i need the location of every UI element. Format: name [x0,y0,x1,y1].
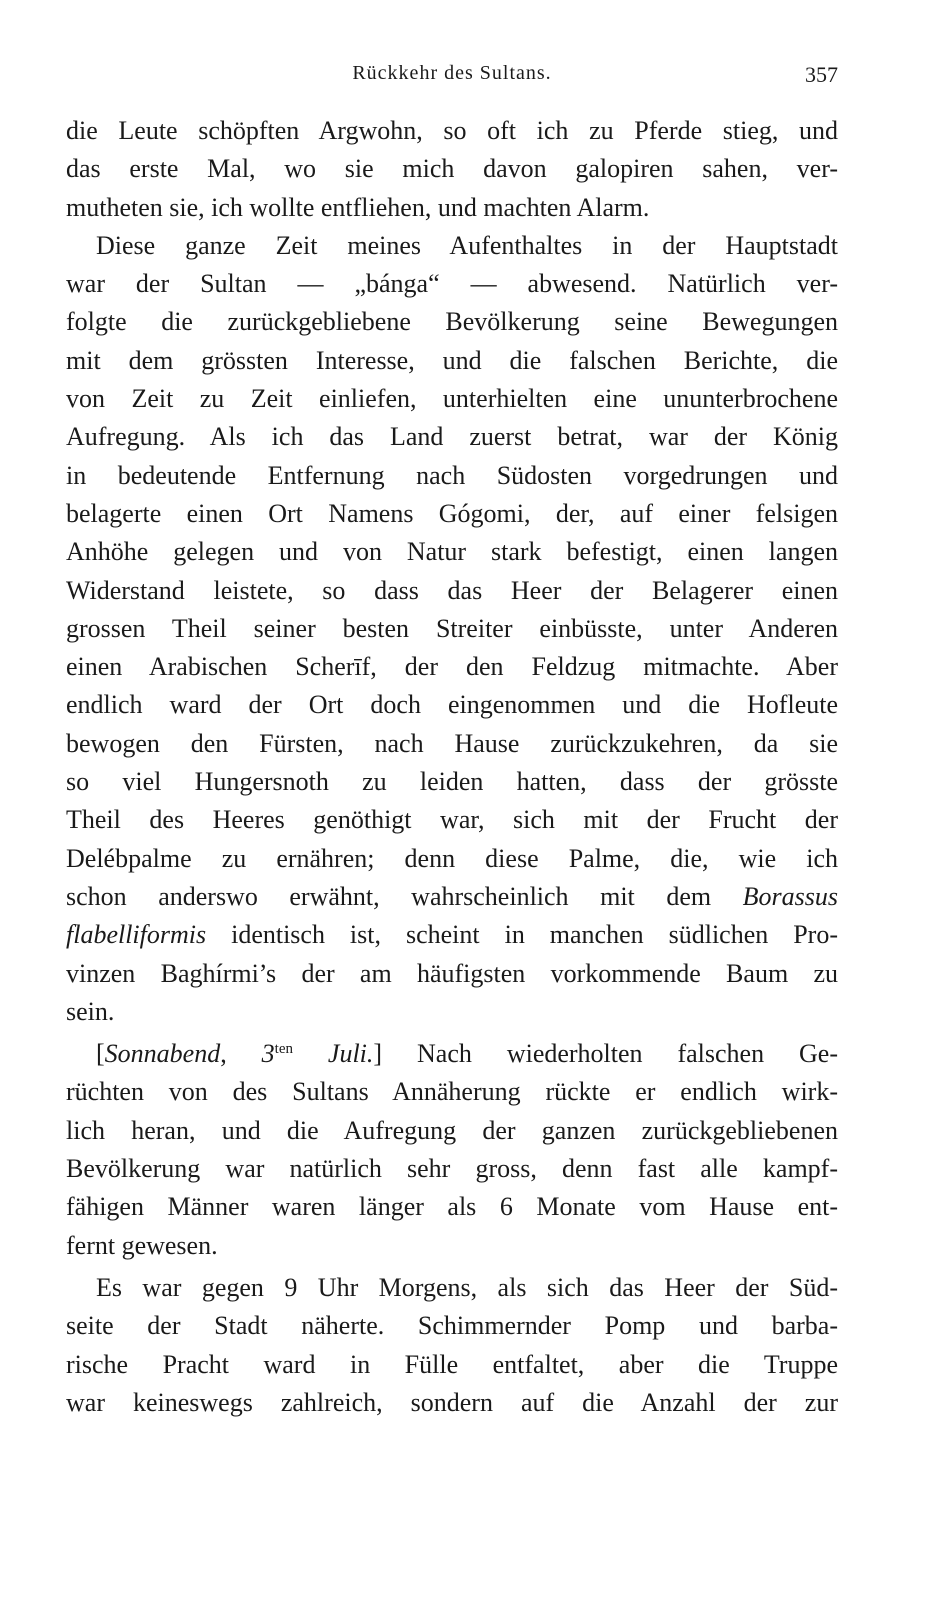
text-line: fernt gewesen. [66,1230,218,1260]
page-number: 357 [805,62,838,87]
text-line: mutheten sie, ich wollte entfliehen, und machten Alarm. [66,192,650,222]
text-line: vinzen Baghírmi’s der am häufigsten vorkommende Baum zu [66,958,838,988]
date-month: Juli. [327,1039,374,1069]
text-line [66,878,838,916]
text-line: mit dem grössten Interesse, und die falschen Berichte, die [66,345,838,375]
text-line: seite der Stadt näherte. Schimmernder Pomp und barba- [66,1311,838,1341]
text-line: war der Sultan — „bánga“ — abwesend. Natürlich ver- [66,269,838,299]
running-head [66,62,838,94]
date-superscript: ten [274,1041,293,1058]
text-line: die Leute schöpften Argwohn, so oft ich zu Pferde stieg, und [66,116,838,145]
paragraph-3 [66,1035,838,1265]
date-number: 3 [261,1039,275,1069]
text-line: lich heran, und die Aufregung der ganzen zurückgebliebenen [66,1115,838,1145]
running-title: Rückkehr des Sultans. [352,62,552,84]
text-line: rüchten von des Sultans Annäherung rückte er endlich wirk- [66,1077,838,1107]
text-line: das erste Mal, wo sie mich davon galopiren sahen, ver- [66,154,838,184]
text-line: grossen Theil seiner besten Streiter einbüsste, unter Anderen [66,613,838,643]
text-line: endlich ward der Ort doch eingenommen und die Hofleute [66,690,838,720]
text-line: bewogen den Fürsten, nach Hause zurückzukehren, da sie [66,728,838,758]
paragraph-4 [66,1269,838,1422]
italic-term: flabelliformis [66,920,207,950]
text-segment: schon anderswo erwähnt, wahrscheinlich mit dem [66,881,743,911]
text-line: in bedeutende Entfernung nach Südosten vorgedrungen und [66,460,838,490]
paragraph-2 [66,227,838,1031]
text-line: war keineswegs zahlreich, sondern auf die Anzahl der zur [66,1387,838,1417]
text-line: Aufregung. Als ich das Land zuerst betrat, war der König [66,422,838,452]
text-line: rische Pracht ward in Fülle entfaltet, aber die Truppe [66,1349,838,1379]
date-bracket-close: ] [373,1039,383,1069]
italic-term: Borassus [742,881,838,911]
text-line: Theil des Heeres genöthigt war, sich mit der Frucht der [66,805,838,835]
date-day: Sonnabend [104,1039,221,1069]
text-segment: Nach wiederholten falschen Ge- [382,1039,838,1069]
date-comma: , [220,1039,227,1069]
text-line [66,1035,838,1073]
text-line: Delébpalme zu ernähren; denn diese Palme, die, wie ich [66,843,838,873]
text-line: folgte die zurückgebliebene Bevölkerung seine Bewegungen [66,307,838,337]
text-line: belagerte einen Ort Namens Gógomi, der, auf einer felsigen [66,498,838,528]
text-segment: identisch ist, scheint in manchen südlichen Pro- [206,920,838,950]
text-line: sein. [66,996,115,1026]
text-line: Bevölkerung war natürlich sehr gross, denn fast alle kampf- [66,1154,838,1184]
body-text [66,112,838,1422]
text-line: von Zeit zu Zeit einliefen, unterhielten eine ununterbrochene [66,384,838,414]
text-line: Es war gegen 9 Uhr Morgens, als sich das Heer der Süd- [96,1272,838,1302]
date-bracket-open: [ [96,1039,105,1069]
text-line: Widerstand leistete, so dass das Heer der Belagerer einen [66,575,838,605]
text-line: so viel Hungersnoth zu leiden hatten, dass der grösste [66,767,838,797]
text-line [66,916,838,954]
text-line: Diese ganze Zeit meines Aufenthaltes in der Hauptstadt [96,230,838,260]
text-line: Anhöhe gelegen und von Natur stark befestigt, einen langen [66,537,838,567]
text-line: einen Arabischen Scherīf, der den Feldzug mitmachte. Aber [66,652,838,682]
paragraph-1 [66,112,838,227]
text-line: fähigen Männer waren länger als 6 Monate vom Hause ent- [66,1192,838,1222]
